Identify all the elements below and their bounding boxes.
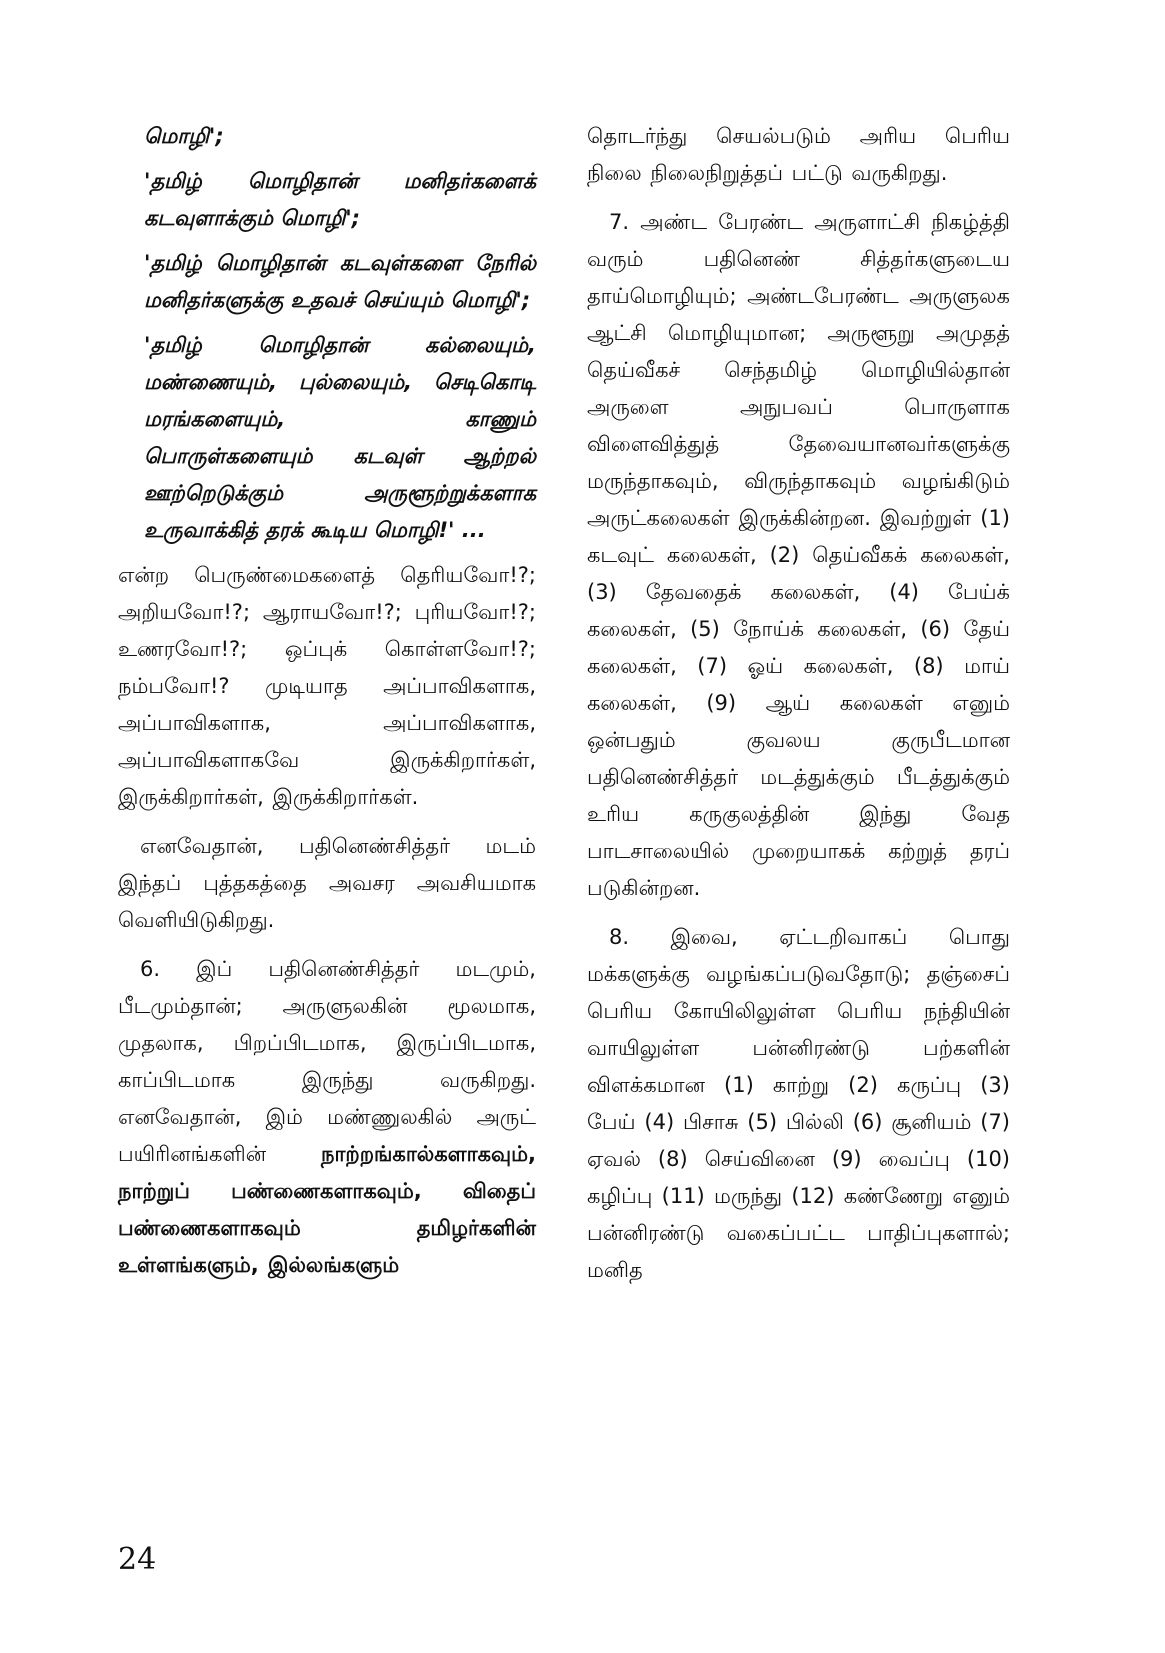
paragraph-7: 7. அண்ட பேரண்ட அருளாட்சி நிகழ்த்தி வரும் பதினெண் சித்தர்களுடைய தாய்மொழியும்; அண்டபேரண்ட அருளுலக ஆட்சி மொழியுமான; அருளூறு அமுதத் தெய்வீகச் செந்தமிழ் மொழியில்தான் அருளை அநுபவப் பொருளாக விளைவித்துத் தேவையானவர்களுக்கு மருந்தாகவும், விருந்தாகவும் வழங்கிடும் அருட்கலைகள் இருக்கின்றன. இவற்றுள் (1) கடவுட் கலைகள், (2) தெய்வீகக் கலைகள், (3) தேவதைக் கலைகள், (4) பேய்க் கலைகள், (5) நோய்க் கலைகள், (6) தேய் கலைகள், (7) ஓய் கலைகள், (8) மாய் கலைகள், (9) ஆய் கலைகள் எனும் ஒன்பதும் குவலய குருபீடமான பதினெண்சித்தர் மடத்துக்கும் பீடத்துக்கும் உரிய கருகுலத்தின் இந்து வேத பாடசாலையில் முறையாகக் கற்றுத் தரப் படுகின்றன.: [587, 210, 1010, 900]
paragraph-8: 8. இவை, ஏட்டறிவாகப் பொது மக்களுக்கு வழங்கப்படுவதோடு; தஞ்சைப் பெரிய கோயிலிலுள்ள பெரிய நந்தியின் வாயிலுள்ள பன்னிரண்டு பற்களின் விளக்கமான (1) காற்று (2) கருப்பு (3) பேய் (4) பிசாசு (5) பில்லி (6) சூனியம் (7) ஏவல் (8) செய்வினை (9) வைப்பு (10) கழிப்பு (11) மருந்து (12) கண்ணேறு எனும் பன்னிரண்டு வகைப்பட்ட பாதிப்புகளால்; மனித: [587, 925, 1010, 1282]
quote-line-2: 'தமிழ் மொழிதான் மனிதர்களைக் கடவுளாக்கும் மொழி';: [144, 169, 536, 230]
paragraph-publication: எனவேதான், பதினெண்சித்தர் மடம் இந்தப் புத்தகத்தை அவசர அவசியமாக வெளியிடுகிறது.: [118, 834, 536, 932]
paragraph-6: [118, 951, 536, 1284]
paragraph-6-bold-text: நாற்றங்கால்களாகவும், நாற்றுப் பண்ணைகளாகவும், விதைப் பண்ணைகளாகவும் தமிழர்களின் உள்ளங்களும், இல்லங்களும்: [118, 1142, 536, 1277]
paragraph-continued: தொடர்ந்து செயல்படும் அரிய பெரிய நிலை நிலைநிறுத்தப் பட்டு வருகிறது.: [587, 124, 1010, 185]
quote-line-1: மொழி';: [144, 124, 224, 148]
right-column: [587, 118, 1010, 1301]
paragraph-innocents: என்ற பெருண்மைகளைத் தெரியவோ!?; அறியவோ!?; ஆராயவோ!?; புரியவோ!?; உணரவோ!?; ஒப்புக் கொள்ளவோ!?; நம்பவோ!? முடியாத அப்பாவிகளாக, அப்பாவிகளாக, அப்பாவிகளாக, அப்பாவிகளாகவே இருக்கிறார்கள், இருக்கிறார்கள், இருக்கிறார்கள்.: [118, 563, 536, 809]
quote-line-4: 'தமிழ் மொழிதான் கல்லையும், மண்ணையும், புல்லையும், செடிகொடி மரங்களையும், காணும் பொருள்களையும் கடவுள் ஆற்றல் ஊற்றெடுக்கும் அருளூற்றுக்களாக உருவாக்கித் தரக் கூடிய மொழி!' ...: [144, 333, 536, 542]
quote-line-3: 'தமிழ் மொழிதான் கடவுள்களை நேரில் மனிதர்களுக்கு உதவச் செய்யும் மொழி';: [144, 251, 536, 312]
page-number: 24: [118, 1542, 157, 1577]
left-column: [118, 118, 536, 1296]
paragraph-6-text: 6. இப் பதினெண்சித்தர் மடமும், பீடமும்தான்; அருளுலகின் மூலமாக, முதலாக, பிறப்பிடமாக, இருப்பிடமாக, காப்பிடமாக இருந்து வருகிறது. எனவேதான், இம் மண்ணுலகில் அருட் பயிரினங்களின்: [118, 957, 536, 1166]
